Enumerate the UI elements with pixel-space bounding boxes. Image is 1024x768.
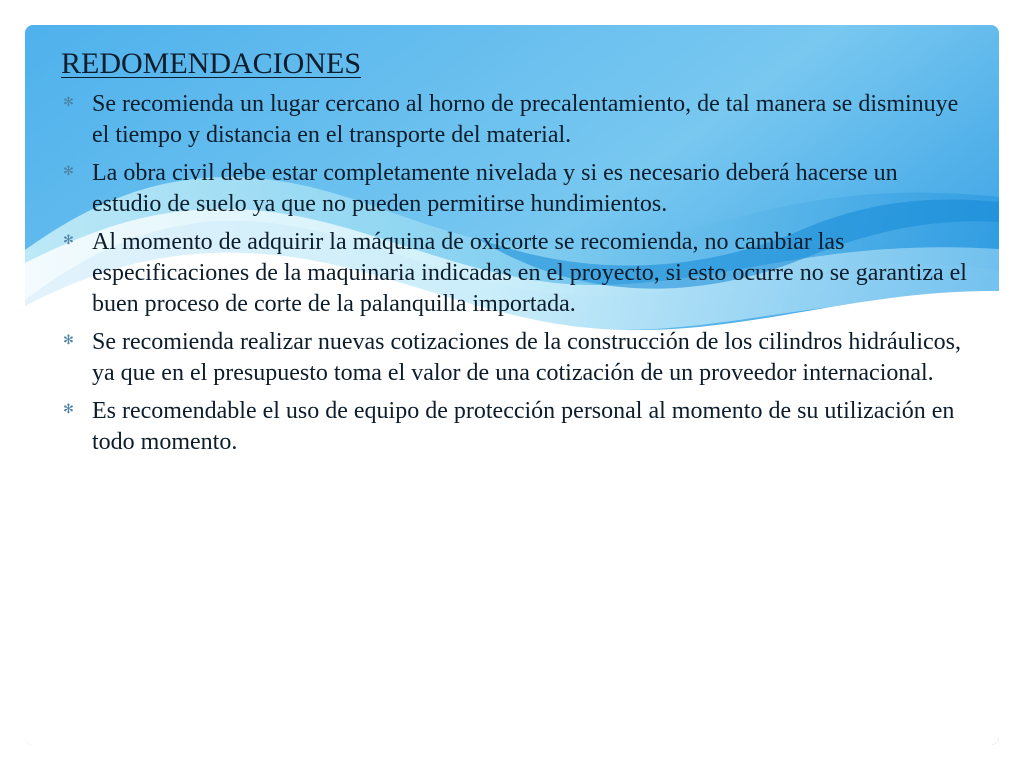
recommendation-text: Se recomienda realizar nuevas cotizaciones de la construcción de los cilindros hidráulicos, ya que en el presupuesto toma el valor de una cotización de un proveedor internacional. [92,329,962,386]
slide-title: REDOMENDACIONES [61,47,361,80]
recommendation-item [61,227,971,320]
slide-content [61,44,971,465]
recommendation-text: Al momento de adquirir la máquina de oxicorte se recomienda, no cambiar las especificaciones de la maquinaria indicadas en el proyecto, si esto ocurre no se garantiza el buen proceso de corte de la palanquilla importada. [92,229,967,317]
recommendation-text: Es recomendable el uso de equipo de protección personal al momento de su utilización en todo momento. [92,398,955,455]
asterisk-bullet-icon: ✻ [63,164,74,179]
recommendation-item [61,158,971,220]
recommendation-text: Se recomienda un lugar cercano al horno de precalentamiento, de tal manera se disminuye el tiempo y distancia en el transporte del material. [92,91,959,148]
recommendation-item [61,396,971,458]
asterisk-bullet-icon: ✻ [63,333,74,348]
asterisk-bullet-icon: ✻ [63,402,74,417]
asterisk-bullet-icon: ✻ [63,233,74,248]
recommendation-text: La obra civil debe estar completamente nivelada y si es necesario deberá hacerse un estudio de suelo ya que no pueden permitirse hundimientos. [92,160,898,217]
recommendation-list [61,89,971,458]
asterisk-bullet-icon: ✻ [63,95,74,110]
slide-frame [25,25,999,745]
recommendation-item [61,89,971,151]
recommendation-item [61,327,971,389]
